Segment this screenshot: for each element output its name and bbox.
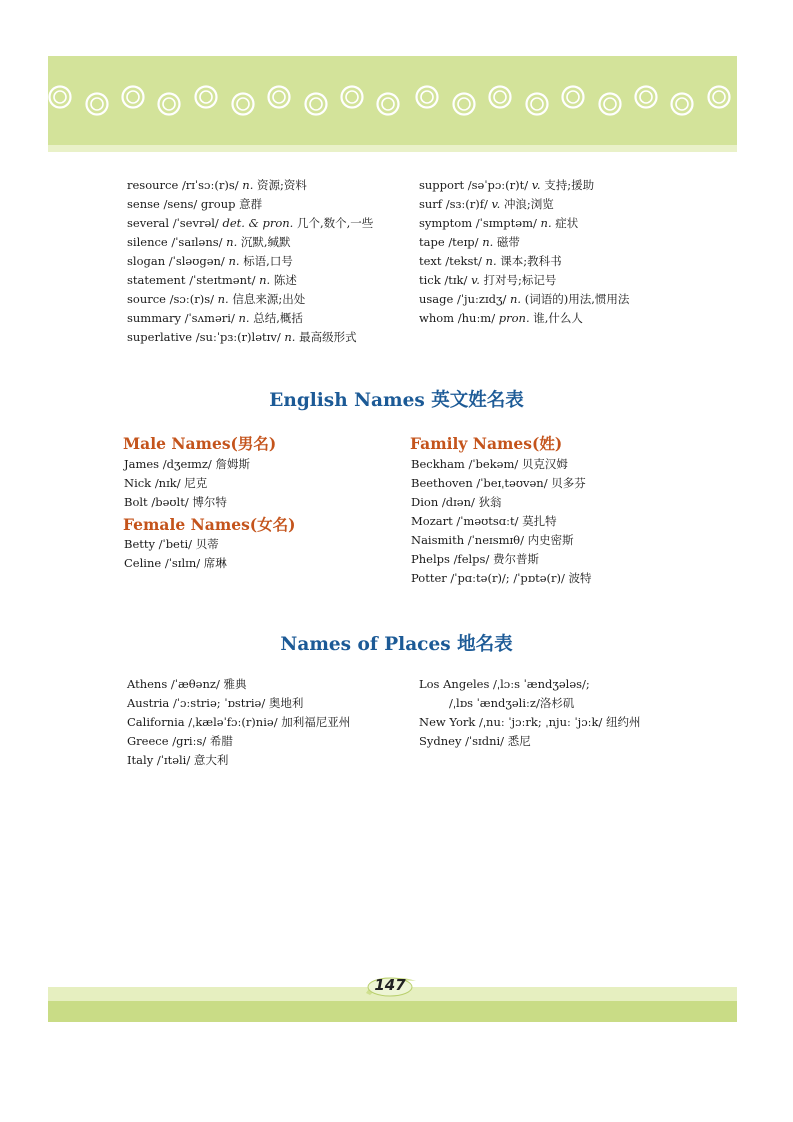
- entry-ipa: /ˈæθənz/: [170, 677, 220, 691]
- vocab-ipa: /suːˈpɜː(r)lətɪv/: [195, 330, 281, 344]
- entry-name: Austria: [127, 696, 170, 710]
- ring-icon: [50, 87, 71, 108]
- female-names-title: Female Names(女名): [123, 515, 296, 534]
- list-item: Los Angeles /ˌlɔːs ˈændʒələs/;: [419, 677, 590, 691]
- entry-ipa: /ˈsɪdni/: [465, 734, 505, 748]
- vocab-word: support: [419, 178, 465, 192]
- vocab-pos: n.: [510, 292, 522, 306]
- list-item: [411, 455, 592, 474]
- vocab-pos: det. & pron.: [222, 216, 294, 230]
- entry-meaning: 波特: [568, 571, 592, 585]
- vocab-ipa: /sens/: [163, 197, 198, 211]
- vocab-pos: pron.: [498, 311, 530, 325]
- list-item: [127, 675, 350, 694]
- list-item: /ˌlɒs ˈændʒəliːz/洛杉矶: [449, 696, 575, 710]
- vocab-meaning: 沉默,缄默: [240, 235, 291, 249]
- ring-icon: [490, 87, 511, 108]
- entry-name: New York: [419, 715, 476, 729]
- entry-name: Sydney: [419, 734, 462, 748]
- entry-name: Betty: [124, 537, 155, 551]
- places-list-left: [127, 675, 350, 770]
- list-item: [411, 512, 592, 531]
- vocab-pos: n.: [284, 330, 296, 344]
- vocab-meaning: 信息来源;出处: [232, 292, 306, 306]
- ring-icon: [600, 94, 621, 115]
- vocab-pos: v.: [491, 197, 501, 211]
- list-item: [124, 474, 250, 493]
- vocab-word: slogan: [127, 254, 166, 268]
- footer-band-dark: [48, 1001, 737, 1022]
- list-item: [411, 531, 592, 550]
- vocab-meaning: 磁带: [496, 235, 520, 249]
- entry-name: Athens: [127, 677, 168, 691]
- vocab-item: [419, 309, 629, 328]
- places-title: Names of Places 地名表: [280, 634, 513, 655]
- entry-meaning: 尼克: [184, 476, 208, 490]
- entry-name: Celine: [124, 556, 162, 570]
- entry-ipa: /nɪk/: [154, 476, 181, 490]
- entry-meaning: 纽约州: [606, 715, 641, 729]
- vocab-meaning: 资源;资料: [257, 178, 307, 192]
- vocab-meaning: 最高级形式: [299, 330, 357, 344]
- vocabulary-list-left: [127, 176, 373, 347]
- list-item: [124, 493, 250, 512]
- english-names-title: English Names 英文姓名表: [269, 390, 524, 411]
- ring-icon: [672, 94, 693, 115]
- vocab-item: [127, 271, 373, 290]
- list-item: [127, 732, 350, 751]
- places-list-right: [419, 675, 641, 751]
- vocab-ipa: /ˈsləʊgən/: [168, 254, 225, 268]
- vocab-word: sense: [127, 197, 160, 211]
- ring-icon: [269, 87, 290, 108]
- vocab-word: statement: [127, 273, 186, 287]
- ring-icon: [454, 94, 475, 115]
- vocab-meaning: (词语的)用法,惯用法: [524, 292, 630, 306]
- list-item: [124, 554, 227, 573]
- vocab-word: symptom: [419, 216, 473, 230]
- vocab-ipa: /huːm/: [457, 311, 496, 325]
- vocab-item: [127, 252, 373, 271]
- vocab-item: [127, 290, 373, 309]
- entry-meaning: 贝多芬: [551, 476, 586, 490]
- entry-meaning: 内史密斯: [527, 533, 574, 547]
- entry-meaning: 悉尼: [507, 734, 531, 748]
- vocab-ipa: /ˈsteɪtmənt/: [189, 273, 256, 287]
- list-item: [419, 732, 641, 751]
- vocab-meaning: 陈述: [273, 273, 297, 287]
- vocab-item: [127, 195, 373, 214]
- ring-icon: [306, 94, 327, 115]
- vocab-pos: n.: [540, 216, 552, 230]
- vocab-word: superlative: [127, 330, 193, 344]
- entry-meaning: 博尔特: [192, 495, 227, 509]
- vocab-ipa: /sɜː(r)f/: [445, 197, 488, 211]
- entry-ipa: /bəʊlt/: [151, 495, 189, 509]
- vocab-ipa: /səˈpɔː(r)t/: [467, 178, 529, 192]
- list-item: [411, 474, 592, 493]
- vocab-ipa: /sɔː(r)s/: [169, 292, 214, 306]
- vocab-pos: n.: [242, 178, 254, 192]
- entry-meaning: 贝克汉姆: [521, 457, 568, 471]
- vocab-meaning: 几个,数个,一些: [296, 216, 374, 230]
- vocab-word: summary: [127, 311, 181, 325]
- list-item: [411, 493, 592, 512]
- entry-ipa: /ˈɪtəli/: [156, 753, 191, 767]
- entry-meaning: 希腊: [209, 734, 233, 748]
- entry-meaning: 席琳: [203, 556, 227, 570]
- vocab-item: [127, 309, 373, 328]
- entry-ipa: /dʒeɪmz/: [162, 457, 212, 471]
- entry-name: Potter: [411, 571, 447, 585]
- vocab-item: [419, 214, 629, 233]
- list-item: [124, 455, 250, 474]
- entry-ipa: /ˈbekəm/: [468, 457, 519, 471]
- decorative-rings-row: [48, 56, 737, 145]
- vocab-word: silence: [127, 235, 168, 249]
- vocab-item: [127, 214, 373, 233]
- vocab-ipa: /ˈjuːzɪdʒ/: [457, 292, 507, 306]
- entry-name: Nick: [124, 476, 152, 490]
- entry-meaning: 雅典: [223, 677, 247, 691]
- entry-ipa: /ˈneɪsmɪθ/: [467, 533, 524, 547]
- vocab-pos: n.: [485, 254, 497, 268]
- vocab-word: whom: [419, 311, 455, 325]
- entry-name: Naismith: [411, 533, 465, 547]
- entry-name: Bolt: [124, 495, 148, 509]
- entry-ipa: /felps/: [453, 552, 490, 566]
- vocab-word: tape: [419, 235, 445, 249]
- list-item: [127, 751, 350, 770]
- ring-icon: [709, 87, 730, 108]
- vocab-meaning: 总结,概括: [253, 311, 303, 325]
- vocab-word: text: [419, 254, 442, 268]
- ring-icon: [636, 87, 657, 108]
- vocab-pos: n.: [228, 254, 240, 268]
- vocab-word: tick: [419, 273, 441, 287]
- entry-meaning: 詹姆斯: [215, 457, 250, 471]
- entry-ipa: /ˈɔːstriə; ˈɒstriə/: [172, 696, 266, 710]
- vocab-ipa: /ˈsɪmptəm/: [475, 216, 537, 230]
- vocab-meaning: 标语,口号: [243, 254, 293, 268]
- entry-meaning: 奥地利: [268, 696, 304, 710]
- vocab-ipa: /ˈsevrəl/: [172, 216, 219, 230]
- entry-name: James: [124, 457, 160, 471]
- entry-ipa: /dɪən/: [441, 495, 475, 509]
- entry-meaning: 意大利: [193, 753, 229, 767]
- list-item: [411, 569, 592, 588]
- list-item: [127, 694, 350, 713]
- vocab-ipa: /tekst/: [445, 254, 482, 268]
- vocabulary-list-right: [419, 176, 629, 328]
- vocab-ipa: /teɪp/: [448, 235, 479, 249]
- entry-ipa: /ˌkæləˈfɔː(r)niə/: [188, 715, 278, 729]
- ring-icon: [417, 87, 438, 108]
- vocab-pos: n.: [217, 292, 229, 306]
- ring-icon: [123, 87, 144, 108]
- vocab-ipa: /tɪk/: [444, 273, 468, 287]
- list-item: [127, 713, 350, 732]
- vocab-pos: n.: [482, 235, 494, 249]
- page-number-badge: [362, 973, 418, 999]
- vocab-item: [419, 290, 629, 309]
- family-names-title: Family Names(姓): [410, 434, 563, 453]
- entry-name: California: [127, 715, 185, 729]
- entry-name: Mozart: [411, 514, 453, 528]
- vocab-meaning: 课本;教科书: [500, 254, 562, 268]
- vocab-meaning: 支持;援助: [544, 178, 595, 192]
- vocab-item: [127, 233, 373, 252]
- entry-ipa: /ˈpɑːtə(r)/; /ˈpɒtə(r)/: [450, 571, 565, 585]
- vocab-pos: n.: [259, 273, 271, 287]
- list-item: [124, 535, 227, 554]
- entry-ipa: /ˌnuː ˈjɔːrk; ˌnjuː ˈjɔːk/: [479, 715, 603, 729]
- entry-name: Beethoven: [411, 476, 473, 490]
- vocab-item: [419, 271, 629, 290]
- male-names-title: Male Names(男名): [123, 434, 277, 453]
- vocab-item: [419, 252, 629, 271]
- list-item: [411, 550, 592, 569]
- entry-meaning: 加利福尼亚州: [281, 715, 351, 729]
- ring-icon: [378, 94, 399, 115]
- vocab-pos: v.: [471, 273, 480, 287]
- vocab-item: [127, 176, 373, 195]
- entry-ipa: /ˈbeɪˌtəʊvən/: [476, 476, 548, 490]
- vocab-item: [419, 195, 629, 214]
- entry-meaning: 贝蒂: [195, 537, 219, 551]
- ring-icon: [563, 87, 584, 108]
- ring-icon: [159, 94, 180, 115]
- ring-icon: [87, 94, 108, 115]
- vocab-word: several: [127, 216, 170, 230]
- header-banner-strip: [48, 145, 737, 152]
- vocab-item: [419, 233, 629, 252]
- entry-name: Greece: [127, 734, 169, 748]
- ring-icon: [342, 87, 363, 108]
- list-item: [419, 713, 641, 732]
- entry-meaning: 莫扎特: [522, 514, 557, 528]
- vocab-pos: v.: [531, 178, 541, 192]
- male-names-list: [124, 455, 250, 512]
- entry-ipa: /ˈsɪlɪn/: [164, 556, 201, 570]
- vocab-ipa: /ˈsaɪləns/: [171, 235, 223, 249]
- entry-meaning: 费尔普斯: [492, 552, 539, 566]
- ring-icon: [233, 94, 254, 115]
- vocab-word: resource: [127, 178, 179, 192]
- vocab-meaning: 冲浪;浏览: [503, 197, 554, 211]
- entry-name: Dion: [411, 495, 439, 509]
- vocab-ipa: /ˈsʌməri/: [184, 311, 235, 325]
- entry-ipa: /griːs/: [172, 734, 207, 748]
- entry-name: Phelps: [411, 552, 450, 566]
- vocab-pos: n.: [238, 311, 250, 325]
- vocab-word: surf: [419, 197, 443, 211]
- vocab-meaning: 谁,什么人: [533, 311, 583, 325]
- female-names-list: [124, 535, 227, 573]
- vocab-pos: n.: [226, 235, 238, 249]
- vocab-word: usage: [419, 292, 454, 306]
- vocab-meaning: 症状: [555, 216, 579, 230]
- entry-ipa: /ˈbeti/: [158, 537, 193, 551]
- entry-ipa: /ˈməʊtsɑːt/: [456, 514, 519, 528]
- ring-icon: [196, 87, 217, 108]
- vocab-word: source: [127, 292, 166, 306]
- family-names-list: [411, 455, 592, 588]
- entry-name: Italy: [127, 753, 154, 767]
- page-number: 147: [374, 976, 406, 994]
- vocab-item: [419, 176, 629, 195]
- ring-icon: [527, 94, 548, 115]
- vocab-ipa: /rɪˈsɔː(r)s/: [181, 178, 239, 192]
- vocab-item: [127, 328, 373, 347]
- vocab-meaning: 打对号;标记号: [483, 273, 557, 287]
- entry-meaning: 狄翁: [478, 495, 502, 509]
- entry-name: Beckham: [411, 457, 465, 471]
- vocab-meaning: group 意群: [200, 197, 263, 211]
